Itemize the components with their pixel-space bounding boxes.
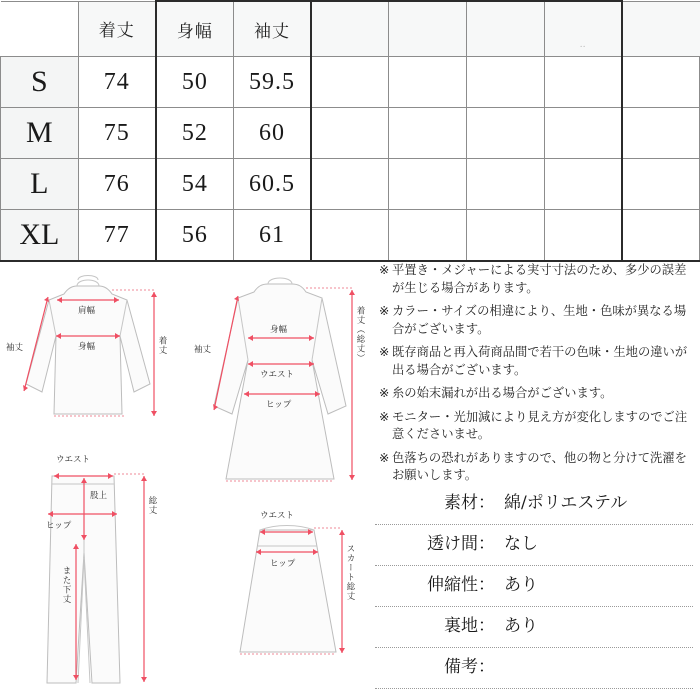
cell-s-empty-5 [622,57,700,108]
spec-value-material: 綿/ポリエステル [504,493,628,513]
svg-text:ウエスト: ウエスト [260,511,295,521]
disclaimer-item [379,450,694,485]
cell-s-width: 50 [156,57,234,108]
disclaimer-list [375,252,700,485]
cell-m-width: 52 [156,108,234,159]
spec-row-sheerness [375,525,693,566]
svg-text:ヒップ: ヒップ [266,400,292,410]
svg-text:股上: 股上 [90,491,108,501]
measurement-diagrams [0,252,375,700]
diagram-pants [14,448,189,698]
spec-row-stretch [375,566,693,607]
cell-xl-sleeve: 61 [233,210,311,262]
cell-m-empty-2 [389,108,467,159]
svg-text:総丈: 総丈 [147,496,157,515]
disclaimer-item [379,262,694,297]
disclaimer-item [379,303,694,338]
spec-label-material: 素材： [444,493,495,513]
spec-row-lining [375,607,693,648]
svg-text:袖丈: 袖丈 [6,343,24,353]
cell-l-empty-5 [622,159,700,210]
disclaimer-text: 糸の始末漏れが出る場合がございます。 [392,386,613,400]
size-chart-table [0,0,700,262]
disclaimer-text: モニター・光加減により見え方が変化しますのでご注意くださいませ。 [392,409,688,441]
spec-label-stretch: 伸縮性： [427,575,495,595]
cell-m-empty-3 [466,108,544,159]
cell-m-empty-1 [311,108,389,159]
note-mark-icon: ※ [379,304,390,318]
spec-list [375,484,693,689]
spec-value-stretch: あり [504,575,538,595]
table-row [1,159,700,210]
cell-l-empty-2 [389,159,467,210]
diagram-dress [192,264,377,499]
spec-label-lining: 裏地： [444,616,495,636]
svg-text:身幅: 身幅 [270,325,288,335]
cell-m-empty-4 [544,108,622,159]
note-mark-icon: ※ [379,386,390,400]
column-header-empty-3 [466,1,544,57]
note-mark-icon: ※ [379,345,390,359]
svg-text:ウエスト: ウエスト [56,455,91,465]
spec-value-sheerness: なし [504,534,538,554]
svg-text:ヒップ: ヒップ [46,521,72,531]
note-mark-icon: ※ [379,409,390,424]
size-label-s: S [1,57,79,108]
cell-m-length: 75 [78,108,156,159]
spec-row-remarks [375,648,693,689]
note-mark-icon: ※ [379,450,390,465]
svg-text:ヒップ: ヒップ [270,559,296,569]
cell-s-length: 74 [78,57,156,108]
svg-text:また下丈: また下丈 [61,566,71,604]
table-row [1,108,700,159]
note-mark-icon: ※ [379,263,390,277]
svg-text:身幅: 身幅 [78,342,96,352]
size-label-l: L [1,159,79,210]
svg-text:袖丈: 袖丈 [194,345,212,355]
column-header-empty-4: ‥ [544,1,622,57]
column-header-width: 身幅 [156,1,234,57]
table-row [1,57,700,108]
cell-s-sleeve: 59.5 [233,57,311,108]
size-label-m: M [1,108,79,159]
lower-section [0,252,700,700]
cell-m-empty-5 [622,108,700,159]
spec-label-sheerness: 透け間： [427,534,495,554]
disclaimer-item [379,344,694,379]
size-label-xl: XL [1,210,79,262]
spec-value-lining: あり [504,616,538,636]
diagram-skirt [218,500,373,685]
table-header-row [1,1,700,57]
column-header-sleeve: 袖丈 [233,1,311,57]
svg-text:スカート総丈: スカート総丈 [345,544,355,601]
diagram-top [4,264,189,454]
notes-panel [375,252,700,700]
cell-s-empty-2 [389,57,467,108]
cell-l-length: 76 [78,159,156,210]
table-corner-cell [1,1,79,57]
cell-xl-length: 77 [78,210,156,262]
disclaimer-text: 平置き・メジャーによる実寸寸法のため、多少の誤差が生じる場合があります。 [392,263,687,295]
column-header-empty-5 [622,1,700,57]
disclaimer-text: カラー・サイズの相違により、生地・色味が異なる場合がございます。 [392,304,687,336]
spec-label-remarks: 備考： [444,657,495,677]
cell-s-empty-4 [544,57,622,108]
column-header-empty-2 [389,1,467,57]
cell-s-empty-1 [311,57,389,108]
cell-m-sleeve: 60 [233,108,311,159]
svg-text:肩幅: 肩幅 [78,306,96,316]
cell-l-empty-1 [311,159,389,210]
cell-s-empty-3 [466,57,544,108]
svg-text:着丈: 着丈 [157,336,167,355]
disclaimer-item [379,385,694,403]
spec-row-material [375,484,693,525]
disclaimer-text: 既存商品と再入荷商品間で若干の色味・生地の違いが出る場合がございます。 [392,345,688,377]
cell-xl-width: 56 [156,210,234,262]
cell-l-width: 54 [156,159,234,210]
column-header-length: 着丈 [78,1,156,57]
cell-l-empty-3 [466,159,544,210]
disclaimer-text: 色落ちの恐れがありますので、他の物と分けて洗濯をお願いします。 [392,450,687,482]
column-header-empty-1 [311,1,389,57]
disclaimer-item [379,409,694,444]
svg-text:ウエスト: ウエスト [260,370,295,380]
cell-l-sleeve: 60.5 [233,159,311,210]
cell-l-empty-4 [544,159,622,210]
svg-text:着丈（総丈）: 着丈（総丈） [355,306,365,363]
